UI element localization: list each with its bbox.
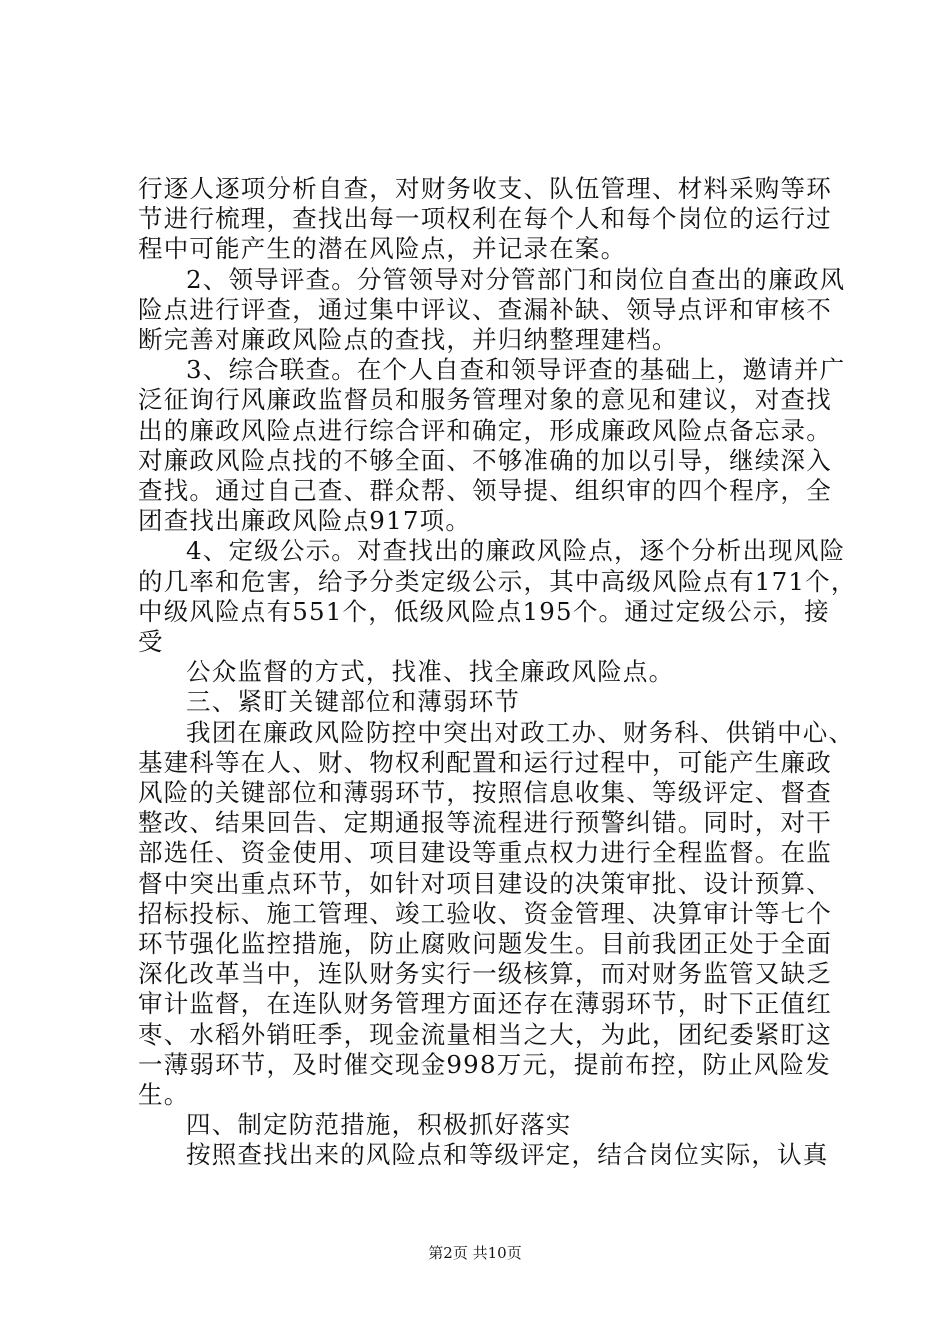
text-line: 按照查找出来的风险点和等级评定，结合岗位实际，认真 [186,1140,829,1170]
text-line: 环节强化监控措施，防止腐败问题发生。目前我团正处于全面 [138,929,832,958]
text-line: 断完善对廉政风险点的查找，并归纳整理建档。 [138,325,678,354]
text-line: 节进行梳理，查找出每一项权利在每个人和每个岗位的运行过 [138,204,832,234]
text-line: 2、领导评查。分管领导对分管部门和岗位自查出的廉政风 [186,264,846,294]
text-line: 审计监督，在连队财务管理方面还存在薄弱环节，时下正值红 [138,989,832,1019]
text-line: 团查找出廉政风险点917项。 [138,506,472,536]
text-line: 行逐人逐项分析自查，对财务收支、队伍管理、材料采购等环 [138,174,832,203]
text-line: 整改、结果回告、定期通报等流程进行预警纠错。同时，对干 [138,808,832,838]
text-line: 险点进行评查，通过集中评议、查漏补缺、领导点评和审核不 [138,294,832,324]
text-line: 深化改革当中，连队财务实行一级核算，而对财务监管又缺乏 [138,959,832,989]
text-line: 程中可能产生的潜在风险点，并记录在案。 [138,234,627,264]
text-line: 中级风险点有551个，低级风险点195个。通过定级公示，接 [138,596,830,626]
page-number-footer: 第2页 共10页 [428,1244,522,1262]
text-line: 招标投标、施工管理、竣工验收、资金管理、决算审计等七个 [138,898,832,928]
text-line: 4、定级公示。对查找出的廉政风险点，逐个分析出现风险 [186,536,846,566]
text-line: 出的廉政风险点进行综合评和确定，形成廉政风险点备忘录。 [138,415,832,445]
section-heading: 三、紧盯关键部位和薄弱环节 [186,687,521,717]
text-line: 生。 [138,1080,190,1109]
text-line: 3、综合联查。在个人自查和领导评查的基础上，邀请并广 [186,355,846,385]
text-line: 一薄弱环节，及时催交现金998万元，提前布控，防止风险发 [138,1049,831,1079]
text-line: 的几率和危害，给予分类定级公示，其中高级风险点有171个， [138,566,857,596]
text-line: 风险的关键部位和薄弱环节，按照信息收集、等级评定、督查 [138,778,832,807]
section-heading: 四、制定防范措施，积极抓好落实 [186,1110,572,1140]
text-line: 对廉政风险点找的不够全面、不够准确的加以引导，继续深入 [138,445,832,475]
text-line: 泛征询行风廉政监督员和服务管理对象的意见和建议，对查找 [138,385,832,415]
text-line: 部选任、资金使用、项目建设等重点权力进行全程监督。在监 [138,838,832,868]
text-line: 督中突出重点环节，如针对项目建设的决策审批、设计预算、 [138,868,832,898]
text-line: 查找。通过自己查、群众帮、领导提、组织审的四个程序，全 [138,476,832,505]
text-line: 我团在廉政风险防控中突出对政工办、财务科、供销中心、 [186,717,855,747]
text-line: 枣、水稻外销旺季，现金流量相当之大，为此，团纪委紧盯这 [138,1019,832,1049]
text-line: 公众监督的方式，找准、找全廉政风险点。 [186,657,675,687]
text-line: 受 [138,627,164,656]
text-line: 基建科等在人、财、物权利配置和运行过程中，可能产生廉政 [138,747,832,777]
